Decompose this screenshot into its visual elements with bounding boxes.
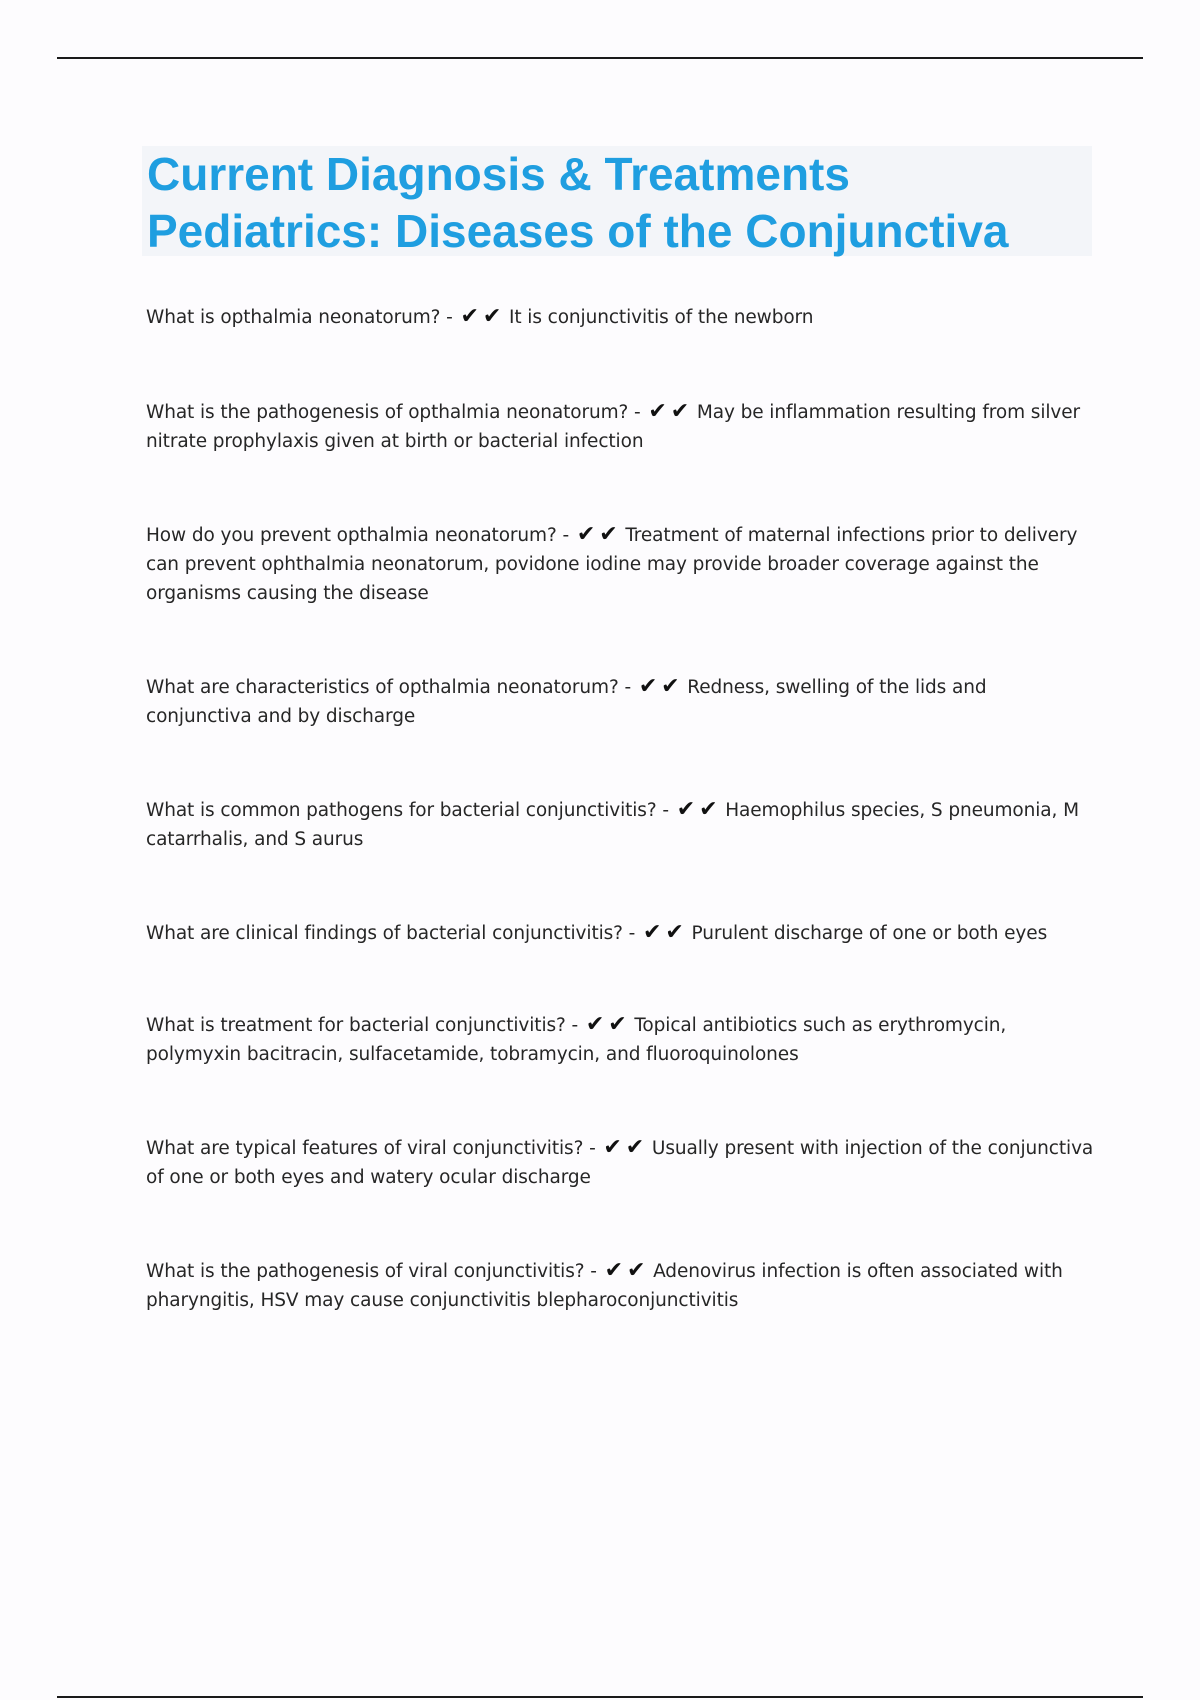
qa-item <box>146 1011 1096 1069</box>
check-icon: ✔ <box>670 399 690 424</box>
check-icon: ✔ <box>676 797 696 822</box>
qa-item <box>146 1257 1096 1315</box>
question-text: What are typical features of viral conjunctivitis? - <box>146 1138 596 1159</box>
answer-text: Treatment of maternal infections prior to delivery can prevent ophthalmia neonatorum, povidone iodine may provide broader coverage against the organisms causing the disease <box>146 525 1078 604</box>
check-icon: ✔ <box>460 304 479 329</box>
question-text: How do you prevent opthalmia neonatorum? - <box>146 525 570 546</box>
check-icon: ✔ <box>585 1012 605 1037</box>
answer-text: Adenovirus infection is often associated with pharyngitis, HSV may cause conjunctivitis blepharoconjunctivitis <box>146 1261 1063 1311</box>
question-text: What is common pathogens for bacterial conjunctivitis? - <box>146 800 669 821</box>
qa-item <box>146 919 1096 948</box>
qa-item <box>146 796 1096 854</box>
bottom-divider <box>57 1696 1143 1698</box>
check-icon: ✔ <box>665 920 684 945</box>
qa-item <box>146 303 1096 332</box>
question-text: What is the pathogenesis of viral conjunctivitis? - <box>146 1261 597 1282</box>
qa-item <box>146 673 1096 731</box>
check-icon: ✔ <box>625 1135 645 1160</box>
qa-item <box>146 521 1096 608</box>
answer-text: Usually present with injection of the conjunctiva of one or both eyes and watery ocular discharge <box>146 1138 1094 1188</box>
check-icon: ✔ <box>482 304 502 329</box>
check-icon: ✔ <box>648 399 667 424</box>
check-icon: ✔ <box>661 674 680 699</box>
check-icon: ✔ <box>643 920 662 945</box>
answer-text: Redness, swelling of the lids and conjunctiva and by discharge <box>146 677 987 727</box>
qa-item <box>146 1134 1096 1192</box>
check-icon: ✔ <box>608 1012 627 1037</box>
check-icon: ✔ <box>638 674 658 699</box>
question-text: What is the pathogenesis of opthalmia neonatorum? - <box>146 402 641 423</box>
check-icon: ✔ <box>699 797 718 822</box>
check-icon: ✔ <box>626 1258 646 1283</box>
check-icon: ✔ <box>576 522 596 547</box>
check-icon: ✔ <box>604 1258 623 1283</box>
answer-text: It is conjunctivitis of the newborn <box>508 307 814 328</box>
page-title <box>147 146 1097 260</box>
question-text: What is treatment for bacterial conjunctivitis? - <box>146 1015 579 1036</box>
answer-text: Haemophilus species, S pneumonia, M catarrhalis, and S aurus <box>146 800 1079 850</box>
check-icon: ✔ <box>599 522 618 547</box>
question-text: What are clinical findings of bacterial conjunctivitis? - <box>146 923 636 944</box>
answer-text: May be inflammation resulting from silver nitrate prophylaxis given at birth or bacterial infection <box>146 402 1081 452</box>
answer-text: Topical antibiotics such as erythromycin, polymyxin bacitracin, sulfacetamide, tobramycin, and fluoroquinolones <box>146 1015 1007 1065</box>
question-text: What is opthalmia neonatorum? - <box>146 307 453 328</box>
check-icon: ✔ <box>603 1135 622 1160</box>
answer-text: Purulent discharge of one or both eyes <box>691 923 1048 944</box>
qa-item <box>146 398 1096 456</box>
top-divider <box>57 57 1143 59</box>
page-title-line-1: Current Diagnosis & Treatments <box>147 148 850 200</box>
page-title-line-2: Pediatrics: Diseases of the Conjunctiva <box>147 205 1009 257</box>
question-text: What are characteristics of opthalmia neonatorum? - <box>146 677 632 698</box>
